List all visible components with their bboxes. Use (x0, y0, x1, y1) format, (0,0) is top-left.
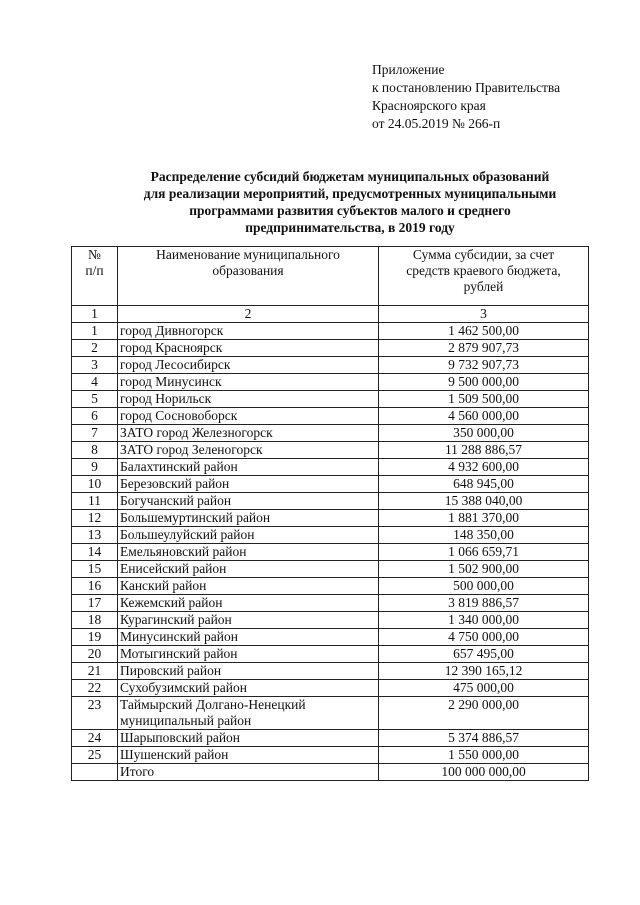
header-subsidy-sum: Сумма субсидии, за счет средств краевого бюджета, рублей (379, 247, 589, 306)
table-header-row (72, 247, 589, 306)
municipality-name: Канский район (118, 578, 379, 595)
appendix-line: Приложение (372, 62, 445, 77)
municipality-name: город Дивногорск (118, 323, 379, 340)
row-number: 21 (72, 663, 118, 680)
row-number: 20 (72, 646, 118, 663)
subsidy-amount: 1 066 659,71 (379, 544, 589, 561)
municipality-name: Енисейский район (118, 561, 379, 578)
subsidy-amount: 2 879 907,73 (379, 340, 589, 357)
subsidy-amount: 12 390 165,12 (379, 663, 589, 680)
column-number: 2 (118, 306, 379, 323)
subsidy-amount: 3 819 886,57 (379, 595, 589, 612)
subsidy-amount: 657 495,00 (379, 646, 589, 663)
municipality-name: Балахтинский район (118, 459, 379, 476)
subsidy-amount: 1 881 370,00 (379, 510, 589, 527)
subsidy-amount: 1 462 500,00 (379, 323, 589, 340)
table-row (72, 476, 589, 493)
title-line: программами развития субъектов малого и среднего (189, 203, 511, 218)
table-row (72, 442, 589, 459)
municipality-name: город Красноярск (118, 340, 379, 357)
table-row (72, 459, 589, 476)
table-row (72, 629, 589, 646)
title-line: Распределение субсидий бюджетам муниципальных образований (150, 169, 550, 184)
total-label: Итого (118, 764, 379, 781)
municipality-name: Емельяновский район (118, 544, 379, 561)
table-row (72, 697, 589, 730)
row-number: 18 (72, 612, 118, 629)
row-number: 11 (72, 493, 118, 510)
subsidy-amount: 4 932 600,00 (379, 459, 589, 476)
municipality-name: Мотыгинский район (118, 646, 379, 663)
subsidy-amount: 350 000,00 (379, 425, 589, 442)
title-line: для реализации мероприятий, предусмотренных муниципальными (143, 186, 557, 201)
appendix-block (372, 61, 560, 133)
municipality-name: Кежемский район (118, 595, 379, 612)
row-number: 2 (72, 340, 118, 357)
municipality-name: Большемуртинский район (118, 510, 379, 527)
header-municipality: Наименование муниципального образования (118, 247, 379, 306)
total-amount: 100 000 000,00 (379, 764, 589, 781)
table-row (72, 612, 589, 629)
row-number: 5 (72, 391, 118, 408)
subsidy-amount: 648 945,00 (379, 476, 589, 493)
row-number: 23 (72, 697, 118, 730)
subsidy-amount: 9 732 907,73 (379, 357, 589, 374)
row-number: 25 (72, 747, 118, 764)
subsidy-amount: 148 350,00 (379, 527, 589, 544)
municipality-name: Таймырский Долгано-Ненецкий муниципальный район (118, 697, 379, 730)
municipality-name: ЗАТО город Зеленогорск (118, 442, 379, 459)
table-row (72, 527, 589, 544)
row-number: 10 (72, 476, 118, 493)
table-row (72, 340, 589, 357)
table-row (72, 730, 589, 747)
appendix-line: к постановлению Правительства (372, 80, 561, 95)
table-row (72, 374, 589, 391)
municipality-name: Пировский район (118, 663, 379, 680)
table-row (72, 663, 589, 680)
municipality-name: Курагинский район (118, 612, 379, 629)
municipality-name: город Норильск (118, 391, 379, 408)
subsidy-table (71, 246, 589, 781)
row-number: 4 (72, 374, 118, 391)
table-row (72, 578, 589, 595)
subsidy-amount: 500 000,00 (379, 578, 589, 595)
document-title (70, 168, 630, 236)
subsidy-amount: 4 560 000,00 (379, 408, 589, 425)
subsidy-amount: 2 290 000,00 (379, 697, 589, 730)
header-number: № п/п (72, 247, 118, 306)
row-number: 3 (72, 357, 118, 374)
title-line: предпринимательства, в 2019 году (245, 220, 455, 235)
table-row (72, 510, 589, 527)
subsidy-amount: 15 388 040,00 (379, 493, 589, 510)
table-row (72, 425, 589, 442)
municipality-name: город Минусинск (118, 374, 379, 391)
municipality-name: Березовский район (118, 476, 379, 493)
total-row (72, 764, 589, 781)
row-number: 15 (72, 561, 118, 578)
row-number: 19 (72, 629, 118, 646)
table-row (72, 323, 589, 340)
subsidy-amount: 1 509 500,00 (379, 391, 589, 408)
municipality-name: город Лесосибирск (118, 357, 379, 374)
row-number: 8 (72, 442, 118, 459)
row-number: 17 (72, 595, 118, 612)
subsidy-amount: 1 550 000,00 (379, 747, 589, 764)
row-number: 7 (72, 425, 118, 442)
row-number: 12 (72, 510, 118, 527)
column-number: 1 (72, 306, 118, 323)
column-number: 3 (379, 306, 589, 323)
row-number: 1 (72, 323, 118, 340)
table-row (72, 493, 589, 510)
table-row (72, 357, 589, 374)
table-row (72, 680, 589, 697)
municipality-name: Минусинский район (118, 629, 379, 646)
appendix-line: Красноярского края (372, 98, 486, 113)
subsidy-amount: 1 502 900,00 (379, 561, 589, 578)
appendix-line: от 24.05.2019 № 266-п (372, 116, 501, 131)
municipality-name: ЗАТО город Железногорск (118, 425, 379, 442)
municipality-name: Сухобузимский район (118, 680, 379, 697)
total-number-cell (72, 764, 118, 781)
table-row (72, 561, 589, 578)
row-number: 6 (72, 408, 118, 425)
municipality-name: Шушенский район (118, 747, 379, 764)
subsidy-amount: 4 750 000,00 (379, 629, 589, 646)
table-row (72, 544, 589, 561)
row-number: 14 (72, 544, 118, 561)
table-row (72, 646, 589, 663)
subsidy-amount: 5 374 886,57 (379, 730, 589, 747)
subsidy-amount: 11 288 886,57 (379, 442, 589, 459)
municipality-name: Шарыповский район (118, 730, 379, 747)
table-row (72, 391, 589, 408)
subsidy-amount: 475 000,00 (379, 680, 589, 697)
municipality-name: Большеулуйский район (118, 527, 379, 544)
subsidy-amount: 9 500 000,00 (379, 374, 589, 391)
table-row (72, 747, 589, 764)
municipality-name: город Сосновоборск (118, 408, 379, 425)
row-number: 22 (72, 680, 118, 697)
subsidy-amount: 1 340 000,00 (379, 612, 589, 629)
row-number: 13 (72, 527, 118, 544)
row-number: 16 (72, 578, 118, 595)
table-row (72, 595, 589, 612)
table-row (72, 408, 589, 425)
row-number: 9 (72, 459, 118, 476)
row-number: 24 (72, 730, 118, 747)
municipality-name: Богучанский район (118, 493, 379, 510)
column-numbers-row (72, 306, 589, 323)
